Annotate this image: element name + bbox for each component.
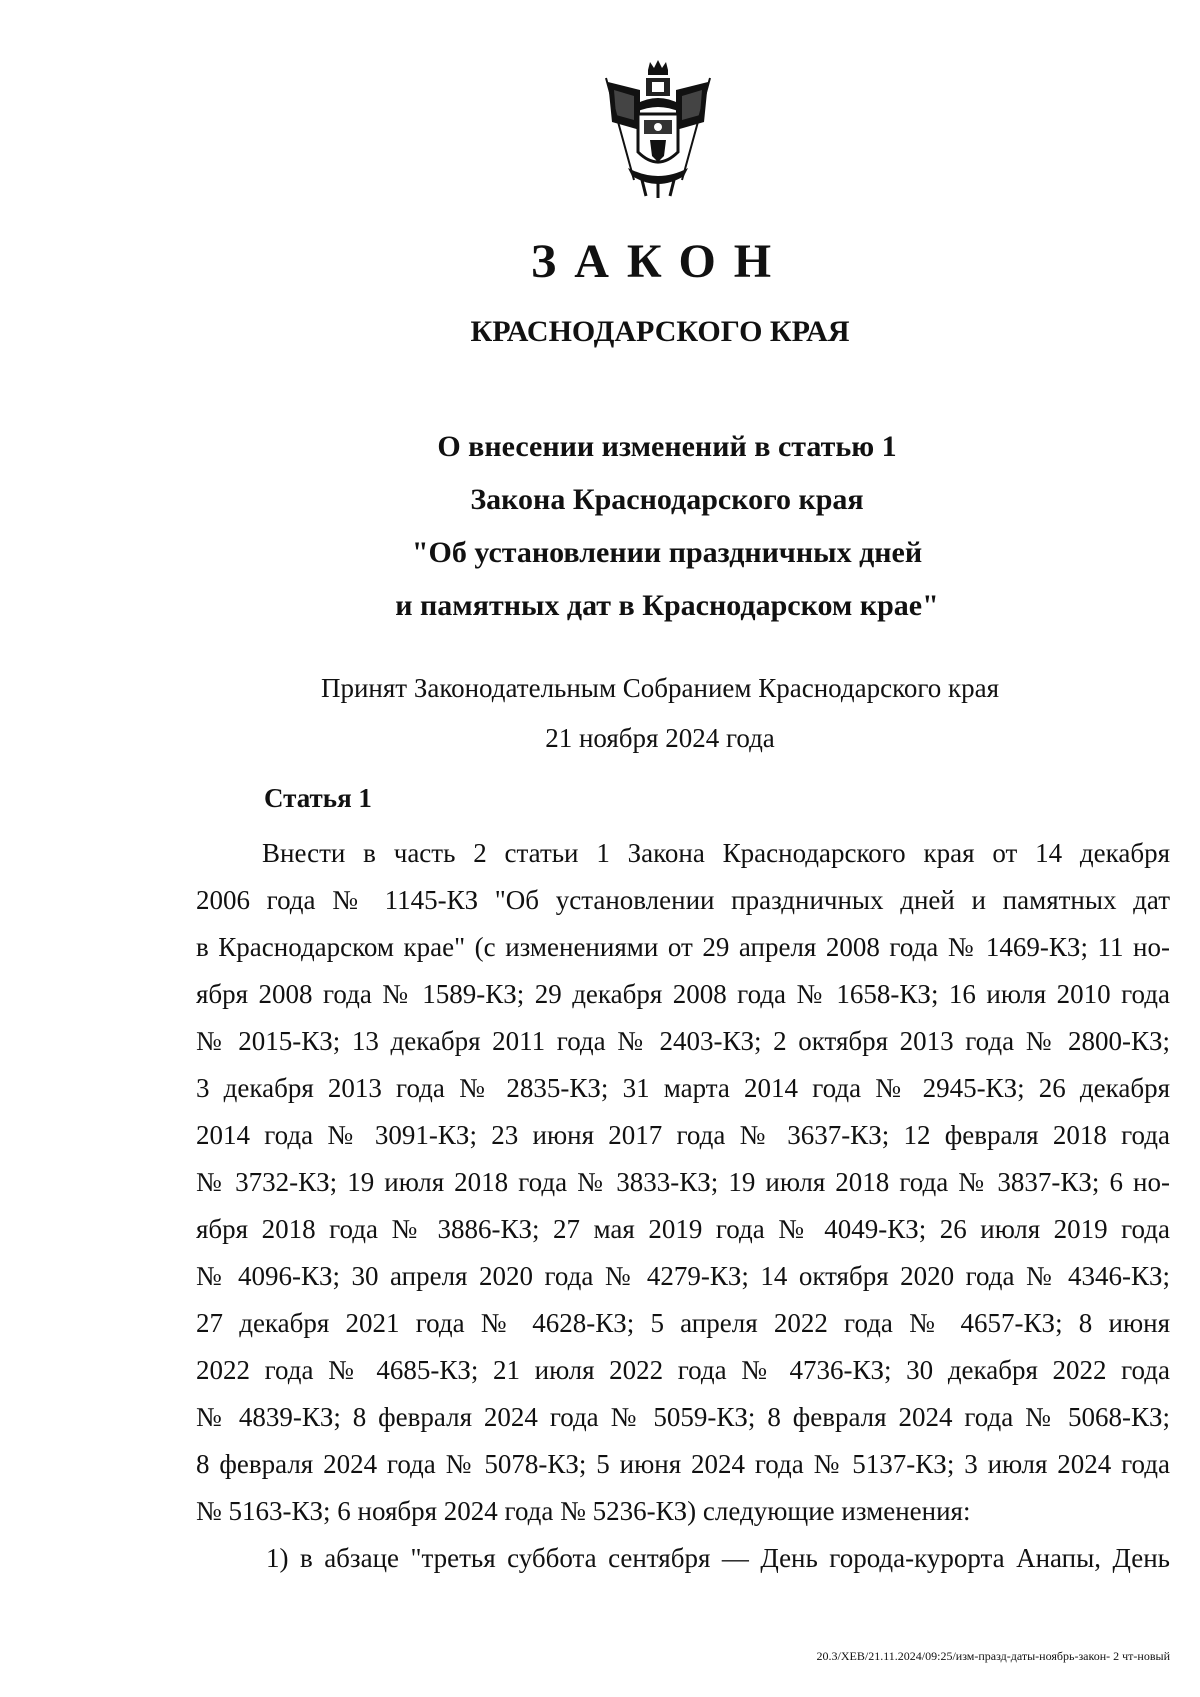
article-line: № 3732-КЗ; 19 июля 2018 года № 3833-КЗ; 19 июля 2018 года № 3837-КЗ; 6 но- — [196, 1167, 1170, 1197]
article-line: № 2015-КЗ; 13 декабря 2011 года № 2403-КЗ; 2 октября 2013 года № 2800-КЗ; — [196, 1026, 1170, 1056]
article-line: № 5163-КЗ; 6 ноября 2024 года № 5236-КЗ) следующие изменения: — [196, 1496, 971, 1526]
article-line: 3 декабря 2013 года № 2835-КЗ; 31 марта 2014 года № 2945-КЗ; 26 декабря — [196, 1073, 1170, 1103]
article-body — [196, 830, 1170, 1582]
article-line: Внести в часть 2 статьи 1 Закона Краснодарского края от 14 декабря — [262, 838, 1170, 868]
article-line: № 4839-КЗ; 8 февраля 2024 года № 5059-КЗ; 8 февраля 2024 года № 5068-КЗ; — [196, 1402, 1170, 1432]
adoption-info — [0, 663, 1200, 763]
document-footer-code: 20.3/ХЕВ/21.11.2024/09:25/изм-празд-даты-ноябрь-закон- 2 чт-новый — [816, 1649, 1170, 1663]
law-name-line: Закона Краснодарского края — [470, 483, 864, 516]
document-title: ЗАКОН — [530, 235, 790, 288]
article-line: ября 2008 года № 1589-КЗ; 29 декабря 2008 года № 1658-КЗ; 16 июля 2010 года — [196, 979, 1170, 1009]
article-item-1: 1) в абзаце "третья суббота сентября — День города-курорта Анапы, День — [266, 1543, 1170, 1573]
article-line: № 4096-КЗ; 30 апреля 2020 года № 4279-КЗ; 14 октября 2020 года № 4346-КЗ; — [196, 1261, 1170, 1291]
article-line: ября 2018 года № 3886-КЗ; 27 мая 2019 года № 4049-КЗ; 26 июля 2019 года — [196, 1214, 1170, 1244]
article-line: 27 декабря 2021 года № 4628-КЗ; 5 апреля 2022 года № 4657-КЗ; 8 июня — [196, 1308, 1170, 1338]
coat-of-arms-icon — [598, 60, 718, 200]
article-line: 2006 года № 1145-КЗ "Об установлении праздничных дней и памятных дат — [196, 885, 1170, 915]
document-subtitle: КРАСНОДАРСКОГО КРАЯ — [470, 315, 850, 348]
adoption-body: Принят Законодательным Собранием Краснодарского края — [320, 673, 1000, 703]
adoption-date: 21 ноября 2024 года — [545, 723, 775, 753]
law-name — [0, 420, 1200, 632]
article-heading: Статья 1 — [264, 783, 372, 813]
article-line: 2014 года № 3091-КЗ; 23 июня 2017 года № 3637-КЗ; 12 февраля 2018 года — [196, 1120, 1170, 1150]
law-name-line: и памятных дат в Краснодарском крае" — [395, 589, 939, 622]
article-line: в Краснодарском крае" (с изменениями от 29 апреля 2008 года № 1469-КЗ; 11 но- — [196, 932, 1170, 962]
law-name-line: "Об установлении праздничных дней — [411, 536, 923, 569]
law-name-line: О внесении изменений в статью 1 — [437, 430, 897, 463]
article-line: 2022 года № 4685-КЗ; 21 июля 2022 года № 4736-КЗ; 30 декабря 2022 года — [196, 1355, 1170, 1385]
article-line: 8 февраля 2024 года № 5078-КЗ; 5 июня 2024 года № 5137-КЗ; 3 июля 2024 года — [196, 1449, 1170, 1479]
